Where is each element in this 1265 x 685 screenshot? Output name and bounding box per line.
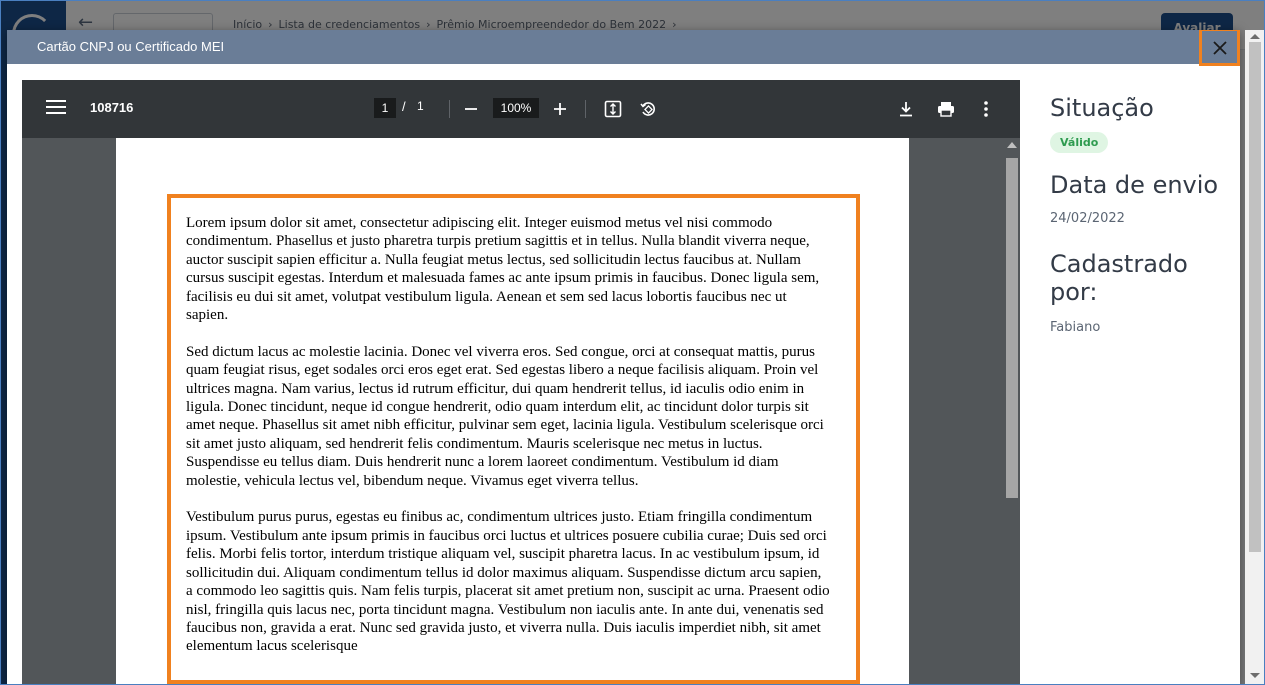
pdf-text-body xyxy=(186,214,831,674)
pdf-viewer xyxy=(22,80,1020,685)
zoom-in-icon[interactable] xyxy=(548,97,572,121)
pdf-paragraph: Vestibulum purus purus, egestas eu finibus ac, condimentum ultrices justo. Etiam fringilla condimentum ipsum. Vestibulum ante ipsum primis in faucibus orci luctus et ultrices posuere cubilia curae; Duis sed orci felis. Morbi felis tortor, interdum tristique aliquam vel, suscipit pharetra lacus. In ac vestibulum ipsum, id sollicitudin dui. Aliquam condimentum tellus id dolor maximus aliquam. Suspendisse dictum arcu sapien, a commodo leo sagittis quis. Nam felis turpis, placerat sit amet pretium non, suscipit ac urna. Praesent odio nisl, fringilla quis lacus nec, porta tincidunt magna. Vestibulum non iaculis ante. In ante dui, venenatis sed faucibus non, gravida a erat. Nunc sed gravida justo, et viverra nulla. Duis iaculis imperdiet nibh, sit amet elementum lacus scelerisque xyxy=(186,509,830,655)
page-number-input[interactable]: 1 xyxy=(374,98,396,118)
scroll-down-arrow-icon[interactable] xyxy=(1250,673,1260,678)
pdf-paragraph: Lorem ipsum dolor sit amet, consectetur adipiscing elit. Integer euismod metus vel nisi commodo condimentum. Phasellus et justo pharetra turpis pretium sagittis et in tellus. Nulla blandit viverra neque, auctor suscipit sapien efficitur a. Nulla feugiat metus lectus, sed sollicitudin lectus faucibus at. Nullam cursus suscipit egestas. Interdum et malesuada fames ac ante ipsum primis in faucibus. Donec ligula sem, facilisis eu dui sit amet, volutpat vestibulum ligula. Aenean et sem sed lacus lobortis faucibus nec ut sapien. xyxy=(186,215,820,324)
toolbar-divider xyxy=(449,100,450,118)
more-options-icon[interactable] xyxy=(974,97,998,121)
sent-date-value: 24/02/2022 xyxy=(1050,211,1125,226)
modal-header xyxy=(7,30,1240,64)
close-icon xyxy=(1213,41,1227,55)
window-scrollbar-thumb[interactable] xyxy=(1249,42,1261,552)
scroll-up-arrow-icon[interactable] xyxy=(1007,142,1017,148)
menu-icon[interactable] xyxy=(46,100,66,118)
status-label: Situação xyxy=(1050,94,1154,122)
window-scrollbar[interactable] xyxy=(1245,30,1265,685)
total-pages: 1 xyxy=(417,99,424,113)
close-button[interactable] xyxy=(1199,30,1240,66)
registered-by-label: Cadastrado por: xyxy=(1050,250,1188,306)
sent-date-label: Data de envio xyxy=(1050,171,1219,199)
toolbar-divider xyxy=(585,100,586,118)
zoom-out-icon[interactable] xyxy=(459,97,483,121)
scroll-up-arrow-icon[interactable] xyxy=(1250,34,1260,39)
download-icon[interactable] xyxy=(894,97,918,121)
pdf-scrollbar-thumb[interactable] xyxy=(1006,158,1018,498)
registered-by-value: Fabiano xyxy=(1050,320,1101,335)
document-modal xyxy=(7,30,1240,685)
pdf-document-title: 108716 xyxy=(90,100,134,115)
pdf-scrollbar[interactable] xyxy=(1004,138,1020,685)
rotate-icon[interactable] xyxy=(636,97,660,121)
status-badge: Válido xyxy=(1050,132,1108,153)
fit-page-icon[interactable] xyxy=(601,97,625,121)
document-info-panel xyxy=(1050,94,1235,335)
print-icon[interactable] xyxy=(934,97,958,121)
pdf-page xyxy=(116,138,909,685)
zoom-input[interactable]: 100% xyxy=(493,98,539,118)
modal-title: Cartão CNPJ ou Certificado MEI xyxy=(37,39,225,54)
pdf-toolbar xyxy=(22,80,1020,138)
pdf-content-area[interactable] xyxy=(22,138,1020,685)
page-separator: / xyxy=(402,99,406,114)
pdf-paragraph: Sed dictum lacus ac molestie lacinia. Donec vel viverra eros. Sed congue, orci at consequat mattis, purus quam feugiat risus, eget sodales orci eros eget erat. Sed egestas libero a neque facilisis aliquam. Proin vel ultrices magna. Nam varius, lectus id rutrum efficitur, dui quam hendrerit tellus, id iaculis odio enim in ligula. Donec tincidunt, neque id congue hendrerit, odio quam interdum elit, ac tincidunt dolor turpis sit amet neque. Phasellus sit amet nibh efficitur, pulvinar sem eget, lacinia ligula. Vestibulum scelerisque orci sit amet justo aliquam, sed hendrerit felis condimentum. Mauris scelerisque nec metus in luctus. Suspendisse eu tellus diam. Duis hendrerit nunc a lorem laoreet condimentum. Vestibulum id diam molestie, vehicula lectus vel, bibendum neque. Vivamus eget viverra tellus. xyxy=(186,343,824,489)
